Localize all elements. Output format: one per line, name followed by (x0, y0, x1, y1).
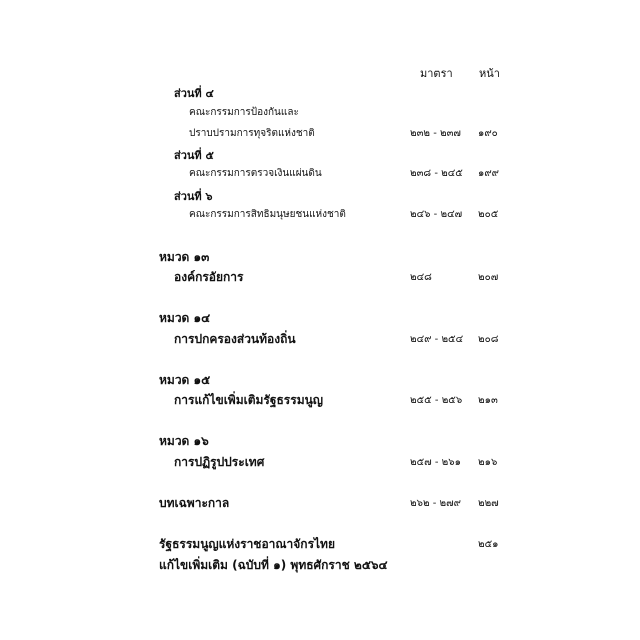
part-label: ส่วนที่ ๕ (174, 149, 214, 162)
chapter-title: การแก้ไขเพิ่มเติมรัฐธรรมนูญ (174, 393, 324, 407)
chapter-label: หมวด ๑๖ (159, 434, 209, 448)
chapter-title-row (0, 330, 640, 348)
transitional-title: บทเฉพาะกาล (159, 496, 230, 510)
item-title: คณะกรรมการตรวจเงินแผ่นดิน (189, 168, 322, 179)
chapter-page: ๒๐๘ (478, 334, 499, 345)
item-page: ๑๙๙ (478, 168, 499, 179)
chapter-title: องค์กรอัยการ (174, 270, 244, 284)
chapter-title-row (0, 268, 640, 286)
chapter-articles: ๒๔๘ (410, 272, 432, 283)
item-articles: ๒๔๖ - ๒๔๗ (410, 209, 463, 220)
toc-item-row (0, 126, 640, 144)
item-title: คณะกรรมการป้องกันและ (189, 107, 299, 118)
toc-item-row (0, 105, 640, 123)
chapter-title-row (0, 453, 640, 471)
chapter-articles: ๒๕๕ - ๒๕๖ (410, 395, 463, 406)
chapter-row (0, 248, 640, 266)
chapter-label: หมวด ๑๕ (159, 373, 211, 387)
toc-item-row (0, 207, 640, 225)
part-row (0, 187, 640, 205)
transitional-page: ๒๒๗ (478, 498, 499, 509)
amendment-page: ๒๕๑ (478, 539, 499, 550)
item-page: ๑๙๐ (478, 128, 498, 139)
chapter-title: การปฏิรูปประเทศ (174, 455, 265, 469)
toc-item-row (0, 166, 640, 184)
item-articles: ๒๓๒ - ๒๓๗ (410, 128, 461, 139)
part-label: ส่วนที่ ๔ (174, 87, 214, 100)
amendment-title-line2: แก้ไขเพิ่มเติม (ฉบับที่ ๑) พุทธศักราช ๒๕๖๔ (159, 558, 388, 572)
amendment-row (0, 556, 640, 574)
chapter-page: ๒๐๗ (478, 272, 499, 283)
item-articles: ๒๓๘ - ๒๔๕ (410, 168, 463, 179)
part-label: ส่วนที่ ๖ (174, 190, 213, 203)
transitional-row (0, 494, 640, 512)
chapter-page: ๒๑๖ (478, 457, 498, 468)
item-title: คณะกรรมการสิทธิมนุษยชนแห่งชาติ (189, 209, 346, 220)
transitional-articles: ๒๖๒ - ๒๗๙ (410, 498, 461, 509)
part-row (0, 84, 640, 102)
chapter-title: การปกครองส่วนท้องถิ่น (174, 332, 296, 346)
chapter-page: ๒๑๓ (478, 395, 498, 406)
amendment-title-line1: รัฐธรรมนูญแห่งราชอาณาจักรไทย (159, 537, 335, 551)
chapter-row (0, 371, 640, 389)
article-column-header: มาตรา (420, 67, 453, 80)
chapter-row (0, 432, 640, 450)
chapter-articles: ๒๕๗ - ๒๖๑ (410, 457, 461, 468)
chapter-row (0, 309, 640, 327)
chapter-articles: ๒๔๙ - ๒๕๔ (410, 334, 464, 345)
page-column-header: หน้า (479, 67, 500, 80)
chapter-label: หมวด ๑๔ (159, 311, 211, 325)
part-row (0, 146, 640, 164)
item-page: ๒๐๕ (478, 209, 499, 220)
chapter-label: หมวด ๑๓ (159, 250, 210, 264)
chapter-title-row (0, 391, 640, 409)
amendment-row (0, 535, 640, 553)
item-title: ปราบปรามการทุจริตแห่งชาติ (189, 128, 315, 139)
